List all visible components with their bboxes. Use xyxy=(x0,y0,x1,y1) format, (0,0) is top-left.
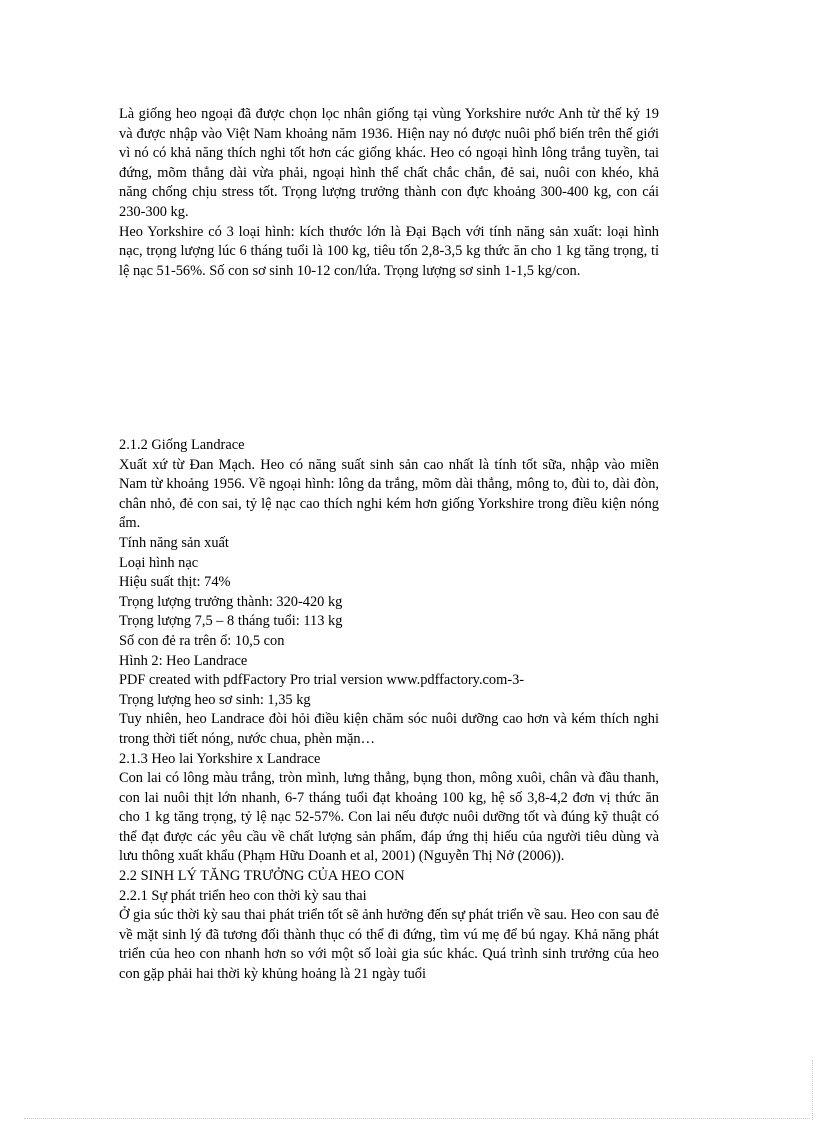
landrace-line: Số con đẻ ra trên ổ: 10,5 con xyxy=(119,632,285,649)
pdf-watermark-line: PDF created with pdfFactory Pro trial version www.pdffactory.com-3- xyxy=(119,672,525,689)
breeds-section xyxy=(119,436,659,985)
page-border-right xyxy=(812,1060,813,1120)
landrace-note-paragraph: Tuy nhiên, heo Landrace đòi hỏi điều kiện chăm sóc nuôi dưỡng cao hơn và kém thích nghi trong thời tiết nóng, nước chua, phèn mặn… xyxy=(119,711,659,747)
yorkshire-origin-paragraph: Là giống heo ngoại đã được chọn lọc nhân giống tại vùng Yorkshire nước Anh từ thế kỷ 19 và được nhập vào Việt Nam khoảng năm 1936. Hiện nay nó được nuôi phổ biến trên thế giới vì nó có khả năng thích nghi tốt hơn các giống khác. Heo có ngoại hình lông trắng tuyền, tai đứng, mõm thẳng dài vừa phải, ngoại hình thể chất chắc chắn, đẻ sai, nuôi con khéo, khả năng chống chịu stress tốt. Trọng lượng trưởng thành con đực khoảng 300-400 kg, con cái 230-300 kg. xyxy=(119,106,659,220)
physiology-paragraph: Ở gia súc thời kỳ sau thai phát triển tốt sẽ ảnh hưởng đến sự phát triển về sau. Heo con sau đẻ về mặt sinh lý đã tương đối thành thục có thể đi đứng, tìm vú mẹ để bú ngay. Khả năng phát triển của heo con nhanh hơn so với một số loài gia súc khác. Quá trình sinh trưởng của heo con gặp phải hai thời kỳ khủng hoảng là 21 ngày tuổi xyxy=(119,907,659,983)
physiology-heading: 2.2 SINH LÝ TĂNG TRƯỞNG CỦA HEO CON xyxy=(119,868,405,885)
landrace-line: Tính năng sản xuất xyxy=(119,534,229,551)
landrace-line: Trọng lượng 7,5 – 8 tháng tuổi: 113 kg xyxy=(119,613,343,630)
crossbreed-paragraph: Con lai có lông màu trắng, tròn mình, lưng thẳng, bụng thon, mông xuôi, chân và đầu thanh, con lai nuôi thịt lớn nhanh, 6-7 tháng tuổi đạt khoảng 100 kg, hệ số 3,8-4,2 đơn vị thức ăn cho 1 kg tăng trọng, tỷ lệ nạc 52-57%. Con lai nếu được nuôi dưỡng tốt và đúng kỹ thuật có thể đạt được các yêu cầu về chất lượng sản phẩm, đáp ứng thị hiếu của người tiêu dùng và lưu thông xuất khẩu (Phạm Hữu Doanh et al, 2001) (Nguyễn Thị Nở (2006)). xyxy=(119,770,659,865)
crossbreed-heading: 2.1.3 Heo lai Yorkshire x Landrace xyxy=(119,750,321,767)
landrace-line: Trọng lượng heo sơ sinh: 1,35 kg xyxy=(119,691,311,708)
landrace-line: Trọng lượng trưởng thành: 320-420 kg xyxy=(119,593,343,610)
landrace-line: Hiệu suất thịt: 74% xyxy=(119,574,231,591)
yorkshire-description xyxy=(119,105,659,281)
landrace-paragraph: Xuất xứ từ Đan Mạch. Heo có năng suất sinh sản cao nhất là tính tốt sữa, nhập vào miền Nam từ khoảng 1956. Về ngoại hình: lông da trắng, mõm dài thẳng, mông to, đùi to, dài đòn, chân nhỏ, đẻ con sai, tỷ lệ nạc cao thích nghi kém hơn giống Yorkshire trong điều kiện nóng ẩm. xyxy=(119,456,659,532)
physiology-subheading: 2.2.1 Sự phát triển heo con thời kỳ sau thai xyxy=(119,887,367,904)
yorkshire-types-paragraph: Heo Yorkshire có 3 loại hình: kích thước lớn là Đại Bạch với tính năng sản xuất: loại hình nạc, trọng lượng lúc 6 tháng tuổi là 100 kg, tiêu tốn 2,8-3,5 kg thức ăn cho 1 kg tăng trọng, tỉ lệ nạc 51-56%. Số con sơ sinh 10-12 con/lứa. Trọng lượng sơ sinh 1-1,5 kg/con. xyxy=(119,223,659,279)
figure-caption: Hình 2: Heo Landrace xyxy=(119,652,248,669)
landrace-line: Loại hình nạc xyxy=(119,554,199,571)
page-border-bottom xyxy=(24,1118,810,1119)
landrace-heading: 2.1.2 Giống Landrace xyxy=(119,437,245,453)
